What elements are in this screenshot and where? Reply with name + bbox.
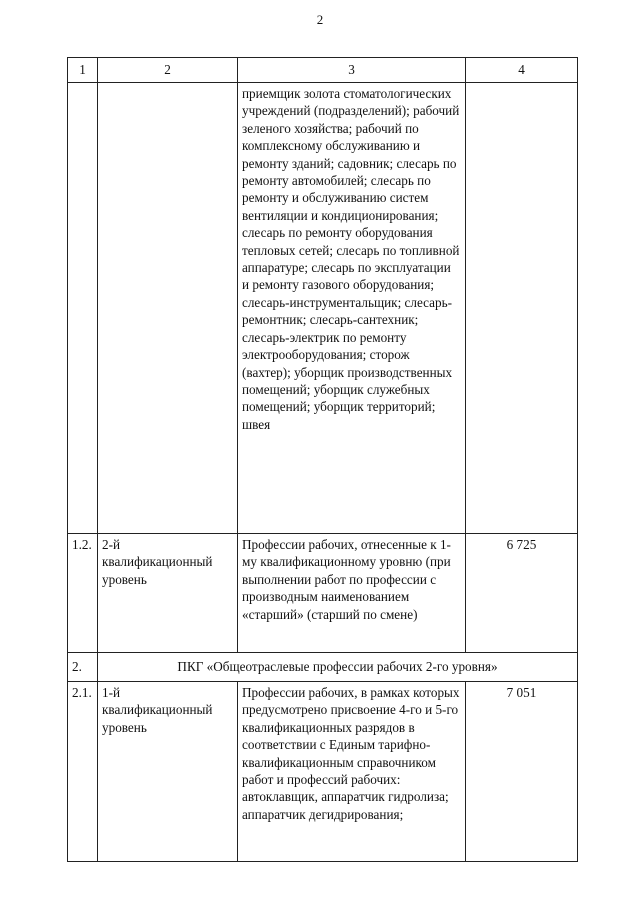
page-number: 2 (316, 12, 324, 27)
header-col-2: 2 (98, 58, 238, 83)
row-description: приемщик золота стоматологических учреждений (подразделений); рабочий зеленого хозяйства; рабочий по комплексному обслуживанию и ремонту зданий; садовник; слесарь по ремонту автомобилей; слесарь по ремонту и обслуживанию систем вентиляции и кондиционирования; слесарь по ремонту оборудования тепловых сетей; слесарь по топливной аппаратуре; слесарь по эксплуатации и ремонту газового оборудования; слесарь-инструментальщик; слесарь-ремонтник; слесарь-сантехник; слесарь-электрик по ремонту электрооборудования; сторож (вахтер); уборщик производственных помещений; уборщик служебных помещений; уборщик территорий; швея (238, 83, 466, 534)
salary-table (67, 57, 578, 862)
row-value: 6 725 (466, 534, 578, 653)
group-title: ПКГ «Общеотраслевые профессии рабочих 2-го уровня» (98, 653, 578, 682)
row-level: 1-й квалификационный уровень (98, 682, 238, 862)
row-number: 2.1. (68, 682, 98, 862)
group-number: 2. (68, 653, 98, 682)
row-level: 2-й квалификационный уровень (98, 534, 238, 653)
header-col-1: 1 (68, 58, 98, 83)
row-value: 7 051 (466, 682, 578, 862)
header-col-4: 4 (466, 58, 578, 83)
header-col-3: 3 (238, 58, 466, 83)
table-header-row (68, 58, 578, 83)
row-level (98, 83, 238, 534)
row-value (466, 83, 578, 534)
row-number (68, 83, 98, 534)
table-row (68, 682, 578, 862)
table-group-row (68, 653, 578, 682)
table-row (68, 83, 578, 534)
row-number: 1.2. (68, 534, 98, 653)
row-description: Профессии рабочих, в рамках которых предусмотрено присвоение 4-го и 5-го квалификационных разрядов в соответствии с Единым тарифно-квалификационным справочником работ и профессий рабочих: автоклавщик, аппаратчик гидролиза; аппаратчик дегидрирования; (238, 682, 466, 862)
row-description: Профессии рабочих, отнесенные к 1-му квалификационному уровню (при выполнении работ по профессии с производным наименованием «старший» (старший по смене) (238, 534, 466, 653)
table-row (68, 534, 578, 653)
